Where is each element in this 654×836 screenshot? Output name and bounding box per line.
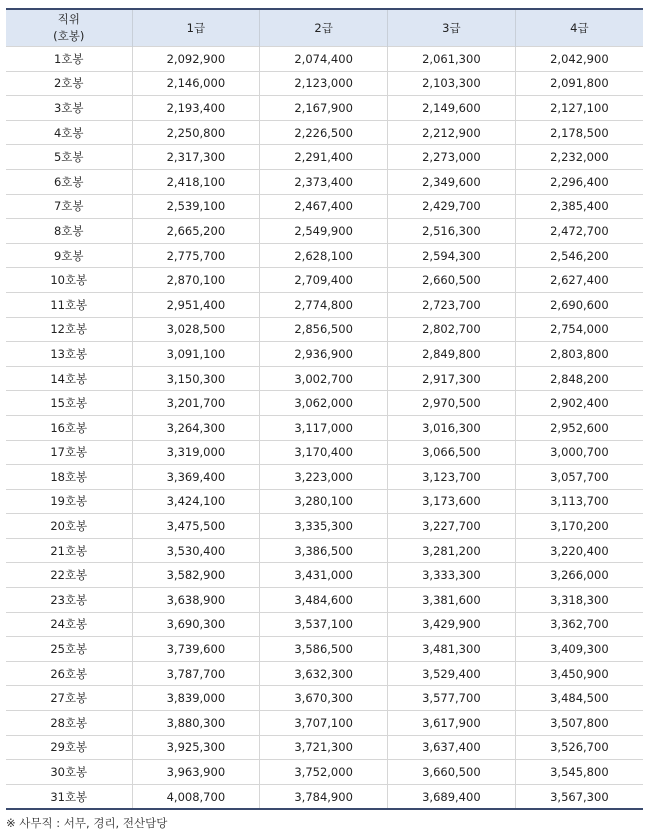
step-cell: 18호봉 [6,465,132,490]
step-cell: 16호봉 [6,415,132,440]
salary-cell-grade-1: 3,091,100 [132,342,260,367]
step-cell: 15호봉 [6,391,132,416]
salary-cell-grade-3: 3,689,400 [388,784,516,809]
salary-cell-grade-4: 3,484,500 [515,686,643,711]
salary-cell-grade-3: 2,594,300 [388,243,516,268]
salary-cell-grade-3: 2,660,500 [388,268,516,293]
salary-cell-grade-4: 2,803,800 [515,342,643,367]
salary-cell-grade-3: 3,577,700 [388,686,516,711]
table-row [6,489,643,514]
step-cell: 5호봉 [6,145,132,170]
salary-cell-grade-4: 3,220,400 [515,538,643,563]
salary-cell-grade-3: 2,149,600 [388,96,516,121]
salary-cell-grade-2: 2,226,500 [260,120,388,145]
salary-cell-grade-4: 2,627,400 [515,268,643,293]
salary-cell-grade-1: 2,250,800 [132,120,260,145]
salary-cell-grade-1: 3,690,300 [132,612,260,637]
salary-cell-grade-4: 3,266,000 [515,563,643,588]
salary-cell-grade-2: 3,002,700 [260,366,388,391]
salary-table [6,8,643,810]
salary-cell-grade-2: 3,752,000 [260,760,388,785]
step-cell: 8호봉 [6,219,132,244]
salary-cell-grade-4: 2,232,000 [515,145,643,170]
salary-cell-grade-1: 2,146,000 [132,71,260,96]
salary-cell-grade-1: 3,028,500 [132,317,260,342]
salary-cell-grade-2: 2,074,400 [260,47,388,72]
salary-cell-grade-3: 2,061,300 [388,47,516,72]
step-cell: 10호봉 [6,268,132,293]
header-grade-1: 1급 [132,9,260,47]
table-row [6,514,643,539]
salary-cell-grade-2: 3,223,000 [260,465,388,490]
salary-cell-grade-4: 3,409,300 [515,637,643,662]
salary-cell-grade-1: 2,775,700 [132,243,260,268]
salary-cell-grade-2: 3,170,400 [260,440,388,465]
salary-cell-grade-1: 2,418,100 [132,169,260,194]
salary-cell-grade-4: 2,754,000 [515,317,643,342]
salary-cell-grade-4: 2,690,600 [515,292,643,317]
step-cell: 9호봉 [6,243,132,268]
salary-cell-grade-3: 3,173,600 [388,489,516,514]
salary-cell-grade-2: 3,280,100 [260,489,388,514]
salary-cell-grade-3: 2,212,900 [388,120,516,145]
salary-cell-grade-4: 3,057,700 [515,465,643,490]
salary-cell-grade-2: 3,784,900 [260,784,388,809]
salary-cell-grade-4: 2,042,900 [515,47,643,72]
salary-cell-grade-2: 2,856,500 [260,317,388,342]
salary-cell-grade-3: 3,429,900 [388,612,516,637]
salary-cell-grade-1: 2,092,900 [132,47,260,72]
table-row [6,735,643,760]
salary-cell-grade-2: 2,936,900 [260,342,388,367]
step-cell: 3호봉 [6,96,132,121]
table-row [6,391,643,416]
table-row [6,661,643,686]
salary-cell-grade-1: 3,787,700 [132,661,260,686]
salary-cell-grade-3: 2,103,300 [388,71,516,96]
table-row [6,120,643,145]
salary-cell-grade-2: 2,123,000 [260,71,388,96]
salary-cell-grade-3: 3,617,900 [388,711,516,736]
salary-cell-grade-3: 2,429,700 [388,194,516,219]
salary-cell-grade-2: 2,774,800 [260,292,388,317]
table-row [6,145,643,170]
step-cell: 29호봉 [6,735,132,760]
salary-cell-grade-2: 3,721,300 [260,735,388,760]
table-row [6,268,643,293]
step-cell: 1호봉 [6,47,132,72]
salary-cell-grade-4: 2,178,500 [515,120,643,145]
step-cell: 26호봉 [6,661,132,686]
header-grade-3: 3급 [388,9,516,47]
salary-cell-grade-3: 2,723,700 [388,292,516,317]
step-cell: 21호봉 [6,538,132,563]
salary-cell-grade-1: 3,582,900 [132,563,260,588]
salary-cell-grade-1: 3,638,900 [132,588,260,613]
salary-cell-grade-1: 2,951,400 [132,292,260,317]
salary-cell-grade-3: 3,381,600 [388,588,516,613]
table-row [6,71,643,96]
salary-cell-grade-1: 3,201,700 [132,391,260,416]
salary-cell-grade-1: 3,530,400 [132,538,260,563]
step-cell: 23호봉 [6,588,132,613]
table-row [6,219,643,244]
salary-cell-grade-2: 3,586,500 [260,637,388,662]
salary-cell-grade-3: 3,066,500 [388,440,516,465]
salary-cell-grade-1: 3,319,000 [132,440,260,465]
header-grade-4: 4급 [515,9,643,47]
salary-cell-grade-1: 3,963,900 [132,760,260,785]
step-cell: 4호봉 [6,120,132,145]
salary-cell-grade-4: 2,472,700 [515,219,643,244]
salary-cell-grade-4: 3,318,300 [515,588,643,613]
step-cell: 6호봉 [6,169,132,194]
step-cell: 13호봉 [6,342,132,367]
salary-cell-grade-4: 3,170,200 [515,514,643,539]
table-row [6,538,643,563]
step-cell: 7호봉 [6,194,132,219]
salary-cell-grade-3: 2,917,300 [388,366,516,391]
salary-cell-grade-1: 3,925,300 [132,735,260,760]
header-rank [6,9,132,47]
salary-cell-grade-2: 2,549,900 [260,219,388,244]
salary-cell-grade-4: 3,545,800 [515,760,643,785]
salary-cell-grade-1: 3,739,600 [132,637,260,662]
salary-cell-grade-1: 3,424,100 [132,489,260,514]
salary-cell-grade-3: 3,281,200 [388,538,516,563]
salary-cell-grade-4: 3,507,800 [515,711,643,736]
salary-cell-grade-3: 3,660,500 [388,760,516,785]
step-cell: 24호봉 [6,612,132,637]
table-row [6,243,643,268]
salary-cell-grade-4: 3,113,700 [515,489,643,514]
salary-cell-grade-3: 2,970,500 [388,391,516,416]
salary-cell-grade-2: 3,117,000 [260,415,388,440]
salary-cell-grade-4: 2,091,800 [515,71,643,96]
salary-cell-grade-3: 3,227,700 [388,514,516,539]
table-row [6,317,643,342]
step-cell: 17호봉 [6,440,132,465]
table-row [6,342,643,367]
salary-cell-grade-4: 3,526,700 [515,735,643,760]
salary-cell-grade-3: 3,333,300 [388,563,516,588]
table-row [6,465,643,490]
table-row [6,784,643,809]
salary-cell-grade-1: 3,475,500 [132,514,260,539]
salary-cell-grade-3: 2,349,600 [388,169,516,194]
salary-cell-grade-2: 3,484,600 [260,588,388,613]
salary-cell-grade-1: 3,369,400 [132,465,260,490]
salary-cell-grade-3: 3,016,300 [388,415,516,440]
salary-cell-grade-2: 2,467,400 [260,194,388,219]
salary-cell-grade-3: 3,637,400 [388,735,516,760]
salary-table-container [6,8,643,810]
step-cell: 11호봉 [6,292,132,317]
salary-cell-grade-2: 3,062,000 [260,391,388,416]
table-row [6,194,643,219]
header-row [6,9,643,47]
table-row [6,292,643,317]
salary-cell-grade-4: 2,385,400 [515,194,643,219]
salary-cell-grade-4: 2,952,600 [515,415,643,440]
header-grade-2: 2급 [260,9,388,47]
salary-cell-grade-1: 2,539,100 [132,194,260,219]
step-cell: 31호봉 [6,784,132,809]
salary-cell-grade-2: 2,709,400 [260,268,388,293]
step-cell: 22호봉 [6,563,132,588]
step-cell: 14호봉 [6,366,132,391]
salary-cell-grade-1: 2,665,200 [132,219,260,244]
salary-cell-grade-1: 2,870,100 [132,268,260,293]
salary-cell-grade-4: 2,296,400 [515,169,643,194]
salary-cell-grade-2: 2,167,900 [260,96,388,121]
step-cell: 19호봉 [6,489,132,514]
step-cell: 27호봉 [6,686,132,711]
salary-cell-grade-2: 3,537,100 [260,612,388,637]
salary-cell-grade-3: 2,516,300 [388,219,516,244]
header-rank-title: 직위 [57,12,80,26]
salary-cell-grade-3: 2,273,000 [388,145,516,170]
salary-cell-grade-4: 2,127,100 [515,96,643,121]
salary-cell-grade-1: 3,839,000 [132,686,260,711]
salary-cell-grade-2: 3,386,500 [260,538,388,563]
salary-cell-grade-4: 2,546,200 [515,243,643,268]
salary-cell-grade-4: 3,000,700 [515,440,643,465]
table-row [6,563,643,588]
table-body [6,47,643,810]
table-row [6,366,643,391]
table-row [6,760,643,785]
step-cell: 28호봉 [6,711,132,736]
step-cell: 2호봉 [6,71,132,96]
salary-cell-grade-1: 2,317,300 [132,145,260,170]
table-row [6,686,643,711]
table-row [6,711,643,736]
salary-cell-grade-3: 3,123,700 [388,465,516,490]
salary-cell-grade-3: 3,481,300 [388,637,516,662]
salary-cell-grade-3: 2,802,700 [388,317,516,342]
header-rank-subtitle: (호봉) [53,29,85,43]
salary-cell-grade-4: 2,902,400 [515,391,643,416]
salary-cell-grade-1: 3,264,300 [132,415,260,440]
salary-cell-grade-2: 3,707,100 [260,711,388,736]
step-cell: 30호봉 [6,760,132,785]
salary-cell-grade-1: 4,008,700 [132,784,260,809]
table-row [6,612,643,637]
salary-cell-grade-4: 3,362,700 [515,612,643,637]
salary-cell-grade-2: 2,628,100 [260,243,388,268]
salary-cell-grade-1: 3,880,300 [132,711,260,736]
salary-cell-grade-2: 3,335,300 [260,514,388,539]
table-row [6,415,643,440]
table-row [6,47,643,72]
step-cell: 12호봉 [6,317,132,342]
salary-cell-grade-1: 3,150,300 [132,366,260,391]
salary-cell-grade-2: 2,291,400 [260,145,388,170]
salary-cell-grade-3: 2,849,800 [388,342,516,367]
table-row [6,96,643,121]
table-row [6,169,643,194]
step-cell: 25호봉 [6,637,132,662]
table-row [6,440,643,465]
footnote: ※ 사무직 : 서무, 경리, 전산담당 [6,816,168,830]
salary-cell-grade-1: 2,193,400 [132,96,260,121]
step-cell: 20호봉 [6,514,132,539]
salary-cell-grade-2: 3,632,300 [260,661,388,686]
salary-cell-grade-3: 3,529,400 [388,661,516,686]
salary-cell-grade-2: 3,431,000 [260,563,388,588]
salary-cell-grade-4: 3,567,300 [515,784,643,809]
salary-cell-grade-4: 2,848,200 [515,366,643,391]
table-row [6,637,643,662]
salary-cell-grade-2: 2,373,400 [260,169,388,194]
table-row [6,588,643,613]
salary-cell-grade-2: 3,670,300 [260,686,388,711]
salary-cell-grade-4: 3,450,900 [515,661,643,686]
